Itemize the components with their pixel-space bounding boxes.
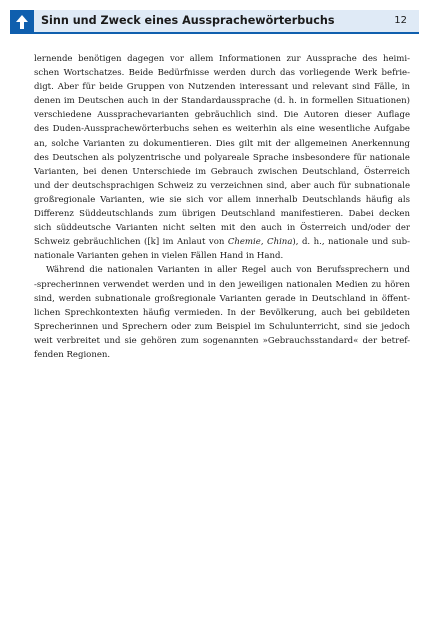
text-line: Differenz Süddeutschlands zum übrigen Deutschland manifestieren. Dabei decken (34, 209, 410, 220)
text-line: des Duden-Aussprachewörterbuchs sehen es weiterhin als eine wesentliche Aufgabe (34, 124, 410, 135)
text-line: an, solche Varianten zu dokumentieren. Dies gilt mit der allgemeinen Anerkennung (34, 138, 410, 149)
text-line: lichen Sprechkontexten häufig vermieden. In der Bevölkerung, auch bei gebildeten (34, 307, 410, 318)
text-line: großregionale Varianten, wie sie sich vor allem innerhalb Deutschlands häufig als (34, 194, 410, 205)
page-header (10, 10, 419, 36)
text-line: und der deutschsprachigen Schweiz zu verzeichnen sind, aber auch für subnationale (34, 180, 410, 191)
body-text (34, 52, 410, 362)
text-line: Während die nationalen Varianten in aller Regel auch von Berufssprechern und (46, 265, 410, 276)
paragraph-1 (34, 52, 410, 263)
arrow-up-icon (15, 14, 29, 30)
text-line: sind, werden subnationale großregionale Varianten gerade in Deutschland in öffent- (34, 293, 410, 304)
text-line: verschiedene Aussprachevarianten gebräuchlich sind. Die Autoren dieser Auflage (34, 110, 410, 121)
text-line: weit verbreitet und sie gehören zum sogenannten »Gebrauchsstandard« der betref- (34, 335, 410, 346)
page-number: 12 (394, 15, 407, 26)
paragraph-2 (34, 263, 410, 362)
text-fragment: ), d. h., nationale und sub- (292, 237, 410, 248)
text-line: sich süddeutsche Varianten nicht selten mit den auch in Österreich und/oder der (34, 223, 410, 234)
example-word-chemie: Chemie (227, 237, 261, 248)
section-title: Sinn und Zweck eines Aussprachewörterbuchs (41, 14, 335, 27)
text-line: nationale Varianten gehen in vielen Fällen Hand in Hand. (34, 251, 284, 262)
text-line: lernende benötigen dagegen vor allem Informationen zur Aussprache des heimi- (34, 54, 410, 64)
text-line: schen Wortschatzes. Beide Bedürfnisse werden durch das vorliegende Werk befrie- (34, 68, 410, 79)
text-line: Varianten, bei denen Unterschiede im Gebrauch zwischen Deutschland, Österreich (34, 166, 410, 177)
text-line: digt. Aber für beide Gruppen von Nutzenden interessant und relevant sind Fälle, in (34, 82, 410, 93)
back-to-top-button[interactable] (10, 10, 34, 34)
text-fragment: Schweiz gebräuchlichen ([k] im Anlaut von (34, 237, 228, 248)
text-line: Sprecherinnen und Sprechern oder zum Beispiel im Schulunterricht, sind sie jedoch (34, 321, 410, 332)
example-word-china: China (267, 237, 293, 248)
text-line: fenden Regionen. (34, 349, 111, 360)
text-line: -sprecherinnen verwendet werden und in den jeweiligen nationalen Medien zu hören (34, 279, 410, 290)
text-line: denen im Deutschen auch in der Standardaussprache (d. h. in formellen Situationen) (34, 96, 410, 107)
text-fragment: , (260, 237, 268, 248)
text-line-with-examples (34, 235, 410, 249)
text-line: des Deutschen als polyzentrische und polyareale Sprache insbesondere für nationale (34, 152, 410, 163)
